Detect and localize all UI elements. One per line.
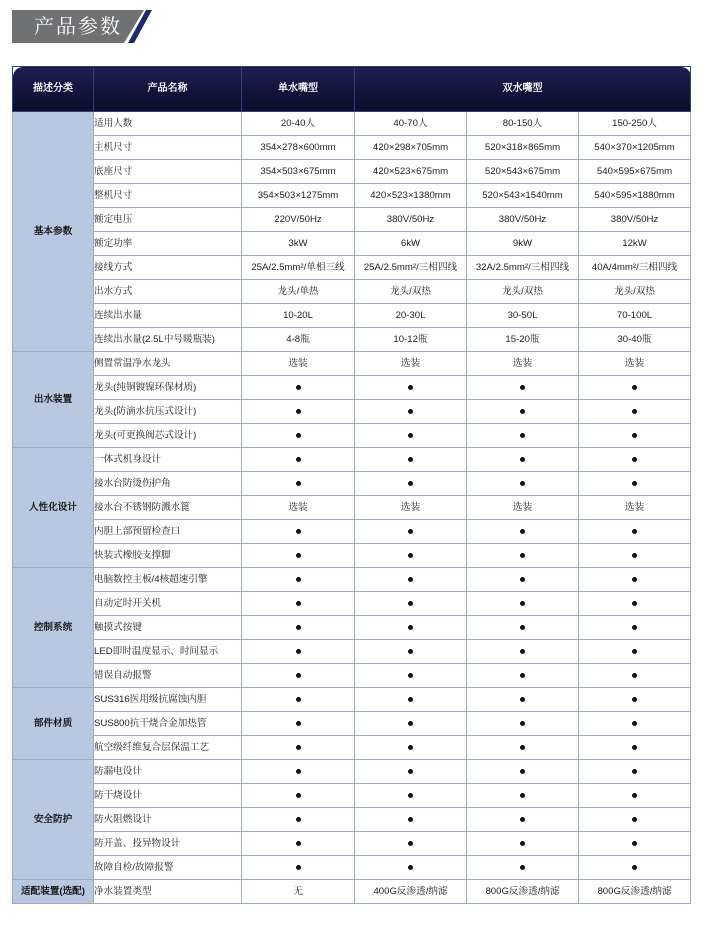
value-cell-included (242, 832, 355, 856)
value-cell-included (579, 832, 691, 856)
value-cell: 380V/50Hz (579, 208, 691, 232)
included-dot-icon (520, 649, 525, 654)
table-row (13, 496, 691, 520)
included-dot-icon (408, 697, 413, 702)
value-cell-included (579, 376, 691, 400)
feature-cell: SUS316医用级抗腐蚀内胆 (94, 688, 242, 712)
table-row (13, 640, 691, 664)
included-dot-icon (408, 385, 413, 390)
value-cell: 30-40瓶 (579, 328, 691, 352)
included-dot-icon (408, 721, 413, 726)
value-cell: 40-70人 (355, 112, 467, 136)
value-cell-included (579, 568, 691, 592)
included-dot-icon (520, 625, 525, 630)
category-cell: 控制系统 (13, 568, 94, 688)
included-dot-icon (408, 865, 413, 870)
value-cell: 龙头/单热 (242, 280, 355, 304)
value-cell-included (579, 544, 691, 568)
col-header-single-spout: 单水嘴型 (242, 67, 355, 112)
table-row (13, 256, 691, 280)
table-row (13, 616, 691, 640)
feature-cell: 接线方式 (94, 256, 242, 280)
value-cell: 6kW (355, 232, 467, 256)
value-cell-included (355, 784, 467, 808)
included-dot-icon (520, 409, 525, 414)
included-dot-icon (296, 793, 301, 798)
value-cell-included (467, 568, 579, 592)
value-cell-included (355, 664, 467, 688)
value-cell: 354×503×675mm (242, 160, 355, 184)
included-dot-icon (296, 697, 301, 702)
value-cell-included (467, 856, 579, 880)
value-cell: 选装 (579, 352, 691, 376)
spec-table-container (12, 66, 690, 904)
value-cell-included (579, 712, 691, 736)
value-cell: 354×503×1275mm (242, 184, 355, 208)
value-cell-included (467, 736, 579, 760)
value-cell: 12kW (579, 232, 691, 256)
feature-cell: LED即时温度显示、时间显示 (94, 640, 242, 664)
category-cell: 部件材质 (13, 688, 94, 760)
included-dot-icon (296, 625, 301, 630)
value-cell: 无 (242, 880, 355, 904)
included-dot-icon (408, 481, 413, 486)
table-row (13, 520, 691, 544)
feature-cell: 接水台防烫伤护角 (94, 472, 242, 496)
included-dot-icon (408, 649, 413, 654)
included-dot-icon (632, 625, 637, 630)
value-cell-included (355, 736, 467, 760)
feature-cell: 整机尺寸 (94, 184, 242, 208)
value-cell-included (579, 472, 691, 496)
included-dot-icon (520, 745, 525, 750)
included-dot-icon (520, 601, 525, 606)
spec-table (12, 66, 691, 904)
value-cell: 龙头/双热 (467, 280, 579, 304)
included-dot-icon (520, 553, 525, 558)
value-cell: 选装 (467, 352, 579, 376)
included-dot-icon (632, 697, 637, 702)
value-cell-included (355, 448, 467, 472)
included-dot-icon (632, 433, 637, 438)
value-cell: 354×278×600mm (242, 136, 355, 160)
value-cell-included (242, 424, 355, 448)
table-row (13, 232, 691, 256)
table-row (13, 112, 691, 136)
included-dot-icon (296, 529, 301, 534)
included-dot-icon (296, 601, 301, 606)
included-dot-icon (296, 385, 301, 390)
feature-cell: 出水方式 (94, 280, 242, 304)
value-cell: 选装 (467, 496, 579, 520)
value-cell: 380V/50Hz (355, 208, 467, 232)
table-row (13, 208, 691, 232)
value-cell: 40A/4mm²/三相四线 (579, 256, 691, 280)
feature-cell: 龙头(纯铜镀镍环保材质) (94, 376, 242, 400)
value-cell: 25A/2.5mm²/三相四线 (355, 256, 467, 280)
feature-cell: 防干烧设计 (94, 784, 242, 808)
included-dot-icon (632, 865, 637, 870)
value-cell: 4-8瓶 (242, 328, 355, 352)
feature-cell: 触摸式按键 (94, 616, 242, 640)
table-row (13, 688, 691, 712)
value-cell-included (467, 640, 579, 664)
included-dot-icon (408, 673, 413, 678)
included-dot-icon (296, 769, 301, 774)
value-cell-included (579, 424, 691, 448)
feature-cell: 连续出水量(2.5L中号暖瓶装) (94, 328, 242, 352)
included-dot-icon (520, 433, 525, 438)
included-dot-icon (296, 865, 301, 870)
included-dot-icon (408, 577, 413, 582)
value-cell-included (242, 784, 355, 808)
value-cell-included (579, 520, 691, 544)
feature-cell: 电脑数控主板/4核超速引擎 (94, 568, 242, 592)
col-header-double-spout: 双水嘴型 (355, 67, 691, 112)
included-dot-icon (408, 409, 413, 414)
value-cell-included (242, 520, 355, 544)
included-dot-icon (520, 481, 525, 486)
value-cell: 80-150人 (467, 112, 579, 136)
value-cell-included (355, 688, 467, 712)
value-cell-included (467, 376, 579, 400)
value-cell-included (579, 688, 691, 712)
category-cell: 人性化设计 (13, 448, 94, 568)
value-cell-included (355, 520, 467, 544)
col-header-category: 描述分类 (13, 67, 94, 112)
table-row (13, 424, 691, 448)
value-cell-included (355, 832, 467, 856)
value-cell: 3kW (242, 232, 355, 256)
included-dot-icon (520, 673, 525, 678)
value-cell: 540×370×1205mm (579, 136, 691, 160)
value-cell-included (355, 472, 467, 496)
value-cell: 520×543×1540mm (467, 184, 579, 208)
value-cell: 15-20瓶 (467, 328, 579, 352)
included-dot-icon (520, 769, 525, 774)
feature-cell: 防漏电设计 (94, 760, 242, 784)
included-dot-icon (632, 457, 637, 462)
value-cell: 220V/50Hz (242, 208, 355, 232)
table-row (13, 184, 691, 208)
included-dot-icon (408, 745, 413, 750)
included-dot-icon (632, 409, 637, 414)
included-dot-icon (632, 721, 637, 726)
value-cell-included (355, 592, 467, 616)
value-cell: 540×595×675mm (579, 160, 691, 184)
table-row (13, 352, 691, 376)
included-dot-icon (296, 553, 301, 558)
table-row (13, 736, 691, 760)
value-cell-included (242, 664, 355, 688)
included-dot-icon (296, 841, 301, 846)
value-cell-included (467, 616, 579, 640)
value-cell-included (242, 808, 355, 832)
value-cell-included (355, 712, 467, 736)
feature-cell: SUS800抗干烧合金加热管 (94, 712, 242, 736)
feature-cell: 航空级纤维复合层保温工艺 (94, 736, 242, 760)
value-cell-included (242, 760, 355, 784)
value-cell-included (579, 808, 691, 832)
included-dot-icon (520, 817, 525, 822)
value-cell: 400G反渗透/纳滤 (355, 880, 467, 904)
table-row (13, 304, 691, 328)
table-row (13, 472, 691, 496)
value-cell: 70-100L (579, 304, 691, 328)
value-cell-included (355, 400, 467, 424)
value-cell-included (242, 568, 355, 592)
table-row (13, 592, 691, 616)
value-cell-included (355, 544, 467, 568)
value-cell-included (467, 664, 579, 688)
value-cell-included (467, 544, 579, 568)
value-cell-included (242, 472, 355, 496)
value-cell: 龙头/双热 (579, 280, 691, 304)
included-dot-icon (632, 673, 637, 678)
value-cell: 150-250人 (579, 112, 691, 136)
included-dot-icon (632, 553, 637, 558)
feature-cell: 底座尺寸 (94, 160, 242, 184)
value-cell-included (242, 688, 355, 712)
value-cell: 选装 (579, 496, 691, 520)
value-cell-included (579, 448, 691, 472)
included-dot-icon (520, 529, 525, 534)
value-cell-included (242, 400, 355, 424)
table-row (13, 808, 691, 832)
value-cell-included (355, 568, 467, 592)
included-dot-icon (408, 817, 413, 822)
page-title: 产品参数 (34, 16, 122, 38)
feature-cell: 额定电压 (94, 208, 242, 232)
value-cell: 520×543×675mm (467, 160, 579, 184)
category-cell: 基本参数 (13, 112, 94, 352)
value-cell: 540×595×1880mm (579, 184, 691, 208)
table-row (13, 160, 691, 184)
value-cell: 420×523×675mm (355, 160, 467, 184)
included-dot-icon (632, 649, 637, 654)
included-dot-icon (296, 721, 301, 726)
value-cell: 800G反渗透/纳滤 (467, 880, 579, 904)
value-cell-included (355, 424, 467, 448)
feature-cell: 龙头(可更换阀芯式设计) (94, 424, 242, 448)
feature-cell: 快装式橡胶支撑脚 (94, 544, 242, 568)
included-dot-icon (408, 601, 413, 606)
value-cell: 龙头/双热 (355, 280, 467, 304)
value-cell: 10-20L (242, 304, 355, 328)
included-dot-icon (408, 793, 413, 798)
included-dot-icon (296, 673, 301, 678)
value-cell: 380V/50Hz (467, 208, 579, 232)
value-cell-included (579, 400, 691, 424)
included-dot-icon (296, 457, 301, 462)
value-cell-included (242, 544, 355, 568)
included-dot-icon (520, 865, 525, 870)
value-cell-included (467, 472, 579, 496)
included-dot-icon (632, 745, 637, 750)
value-cell: 30-50L (467, 304, 579, 328)
value-cell-included (355, 616, 467, 640)
value-cell-included (579, 616, 691, 640)
value-cell: 10-12瓶 (355, 328, 467, 352)
value-cell-included (467, 592, 579, 616)
included-dot-icon (632, 481, 637, 486)
value-cell-included (242, 736, 355, 760)
value-cell-included (242, 592, 355, 616)
table-header-row (13, 67, 691, 112)
included-dot-icon (632, 769, 637, 774)
section-title-banner (12, 10, 148, 43)
feature-cell: 一体式机身设计 (94, 448, 242, 472)
included-dot-icon (296, 481, 301, 486)
value-cell: 420×523×1380mm (355, 184, 467, 208)
table-row (13, 832, 691, 856)
included-dot-icon (408, 529, 413, 534)
feature-cell: 错误自动报警 (94, 664, 242, 688)
feature-cell: 适用人数 (94, 112, 242, 136)
value-cell-included (467, 808, 579, 832)
table-row (13, 136, 691, 160)
feature-cell: 防火阻燃设计 (94, 808, 242, 832)
value-cell-included (467, 424, 579, 448)
table-row (13, 880, 691, 904)
included-dot-icon (408, 841, 413, 846)
value-cell: 选装 (355, 352, 467, 376)
value-cell-included (242, 376, 355, 400)
included-dot-icon (408, 457, 413, 462)
included-dot-icon (632, 601, 637, 606)
category-cell: 出水装置 (13, 352, 94, 448)
value-cell: 32A/2.5mm²/三相四线 (467, 256, 579, 280)
included-dot-icon (408, 769, 413, 774)
included-dot-icon (632, 793, 637, 798)
table-row (13, 544, 691, 568)
value-cell-included (579, 664, 691, 688)
table-row (13, 664, 691, 688)
value-cell-included (355, 808, 467, 832)
feature-cell: 侧置常温净水龙头 (94, 352, 242, 376)
value-cell: 25A/2.5mm²/单相三线 (242, 256, 355, 280)
included-dot-icon (520, 721, 525, 726)
included-dot-icon (296, 649, 301, 654)
value-cell-included (579, 592, 691, 616)
value-cell-included (242, 616, 355, 640)
feature-cell: 额定功率 (94, 232, 242, 256)
value-cell-included (242, 448, 355, 472)
included-dot-icon (520, 577, 525, 582)
value-cell: 420×298×705mm (355, 136, 467, 160)
included-dot-icon (632, 529, 637, 534)
feature-cell: 接水台不锈钢防溅水篦 (94, 496, 242, 520)
included-dot-icon (520, 793, 525, 798)
value-cell-included (355, 640, 467, 664)
feature-cell: 故障自检/故障报警 (94, 856, 242, 880)
value-cell-included (467, 784, 579, 808)
table-row (13, 760, 691, 784)
included-dot-icon (296, 433, 301, 438)
value-cell-included (355, 760, 467, 784)
table-row (13, 784, 691, 808)
feature-cell: 自动定时开关机 (94, 592, 242, 616)
value-cell-included (242, 640, 355, 664)
value-cell-included (579, 760, 691, 784)
included-dot-icon (632, 841, 637, 846)
included-dot-icon (296, 817, 301, 822)
value-cell: 选装 (242, 352, 355, 376)
value-cell-included (467, 688, 579, 712)
value-cell-included (467, 712, 579, 736)
value-cell: 20-40人 (242, 112, 355, 136)
included-dot-icon (296, 577, 301, 582)
feature-cell: 内胆上部预留检查口 (94, 520, 242, 544)
value-cell: 520×318×865mm (467, 136, 579, 160)
value-cell-included (467, 448, 579, 472)
feature-cell: 龙头(防滴水抗压式设计) (94, 400, 242, 424)
included-dot-icon (520, 457, 525, 462)
feature-cell: 防开盖、投异物设计 (94, 832, 242, 856)
included-dot-icon (408, 625, 413, 630)
included-dot-icon (296, 745, 301, 750)
included-dot-icon (632, 385, 637, 390)
value-cell-included (467, 760, 579, 784)
category-cell: 安全防护 (13, 760, 94, 880)
included-dot-icon (632, 817, 637, 822)
value-cell-included (579, 856, 691, 880)
included-dot-icon (632, 577, 637, 582)
included-dot-icon (408, 553, 413, 558)
table-row (13, 448, 691, 472)
feature-cell: 主机尺寸 (94, 136, 242, 160)
included-dot-icon (408, 433, 413, 438)
value-cell: 选装 (355, 496, 467, 520)
value-cell-included (242, 712, 355, 736)
feature-cell: 连续出水量 (94, 304, 242, 328)
value-cell: 选装 (242, 496, 355, 520)
table-row (13, 568, 691, 592)
value-cell-included (579, 736, 691, 760)
feature-cell: 净水装置类型 (94, 880, 242, 904)
table-row (13, 712, 691, 736)
table-body (13, 112, 691, 904)
table-row (13, 328, 691, 352)
value-cell-included (579, 640, 691, 664)
included-dot-icon (296, 409, 301, 414)
value-cell: 9kW (467, 232, 579, 256)
value-cell-included (467, 832, 579, 856)
col-header-product-name: 产品名称 (94, 67, 242, 112)
included-dot-icon (520, 841, 525, 846)
value-cell-included (579, 784, 691, 808)
table-row (13, 376, 691, 400)
value-cell-included (467, 520, 579, 544)
table-row (13, 856, 691, 880)
included-dot-icon (520, 385, 525, 390)
value-cell-included (242, 856, 355, 880)
table-row (13, 280, 691, 304)
included-dot-icon (520, 697, 525, 702)
value-cell: 800G反渗透/纳滤 (579, 880, 691, 904)
value-cell-included (355, 856, 467, 880)
value-cell-included (355, 376, 467, 400)
category-cell: 适配装置(选配) (13, 880, 94, 904)
table-row (13, 400, 691, 424)
value-cell: 20-30L (355, 304, 467, 328)
value-cell-included (467, 400, 579, 424)
